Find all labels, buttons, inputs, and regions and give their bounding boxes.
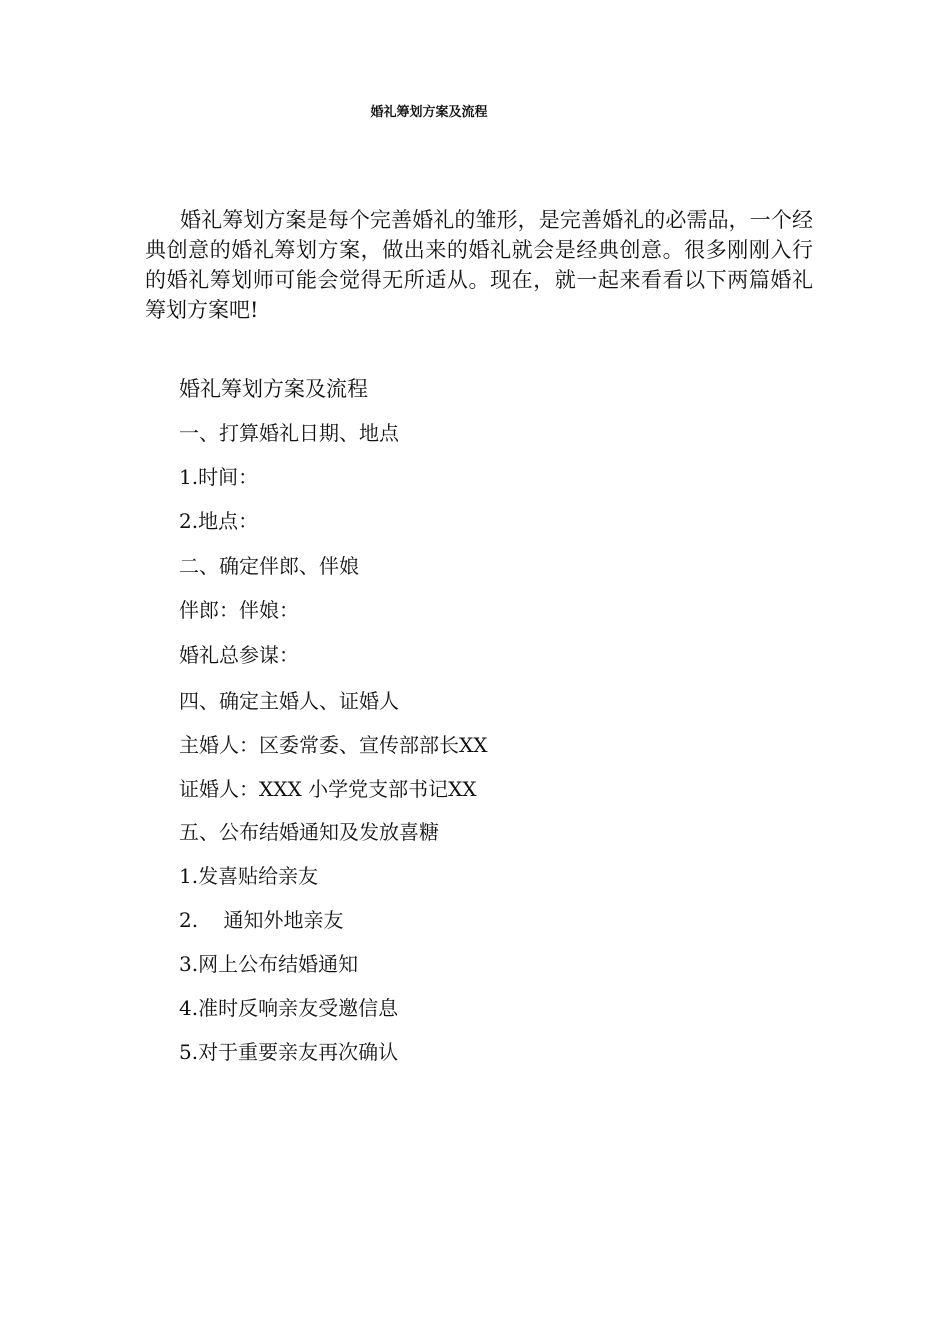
outline-item-announcement: 五、公布结婚通知及发放喜糖 (179, 820, 439, 844)
outline-item-officiant: 主婚人：区委常委、宣传部部长XX (179, 733, 488, 757)
outline-item-place: 2.地点： (179, 509, 259, 533)
outline-item-best-man-bridesmaid: 二、确定伴郎、伴娘 (179, 554, 359, 578)
outline-item-send-invitations: 1.发喜贴给亲友 (179, 864, 319, 888)
outline-item-date-place: 一、打算婚礼日期、地点 (179, 421, 399, 445)
outline-item-time: 1.时间： (179, 465, 259, 489)
document-title: 婚礼筹划方案及流程 (370, 105, 488, 120)
outline-item-witness: 证婚人：XXX 小学党支部书记XX (179, 777, 477, 801)
outline-item-online-announcement: 3.网上公布结婚通知 (179, 952, 359, 976)
outline-item-officiant-witness: 四、确定主婚人、证婚人 (179, 689, 399, 713)
section-heading: 婚礼筹划方案及流程 (179, 377, 368, 401)
outline-item-track-rsvp: 4.准时反响亲友受邀信息 (179, 996, 399, 1020)
outline-item-reconfirm: 5.对于重要亲友再次确认 (179, 1040, 399, 1064)
outline-item-chief-advisor: 婚礼总参谋： (179, 643, 299, 667)
outline-item-best-man-bridesmaid-names: 伴郎：伴娘： (179, 598, 299, 622)
outline-item-notify-remote: 2. 通知外地亲友 (179, 908, 344, 932)
intro-paragraph: 婚礼筹划方案是每个完善婚礼的雏形，是完善婚礼的必需品，一个经典创意的婚礼筹划方案，做出来的婚礼就会是经典创意。很多刚刚入行的婚礼筹划师可能会觉得无所适从。现在，就一起来看看以下两篇婚礼筹划方案吧! (145, 208, 813, 322)
